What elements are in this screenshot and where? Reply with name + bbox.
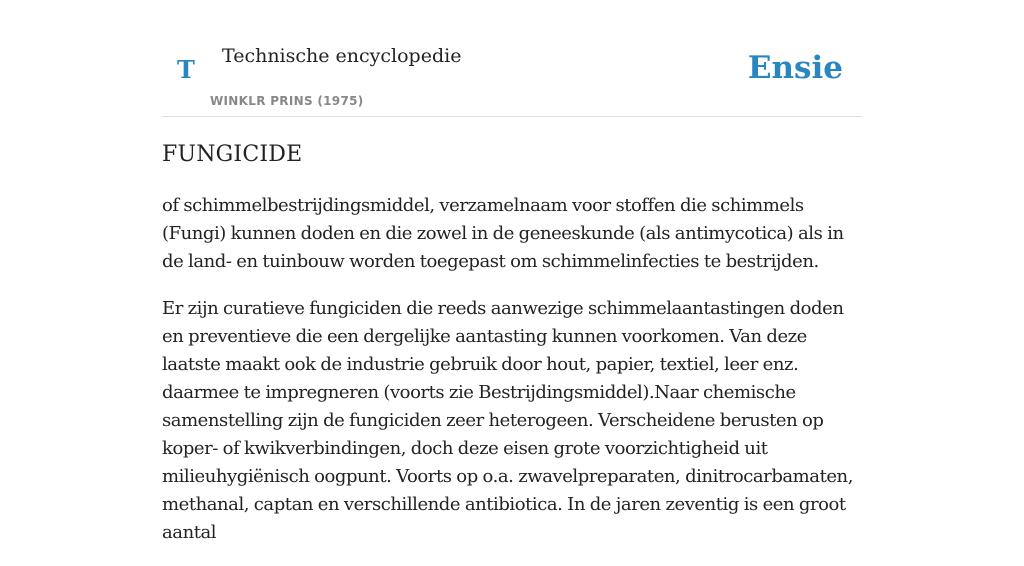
article-headword: FUNGICIDE bbox=[162, 142, 303, 167]
article-body bbox=[162, 192, 862, 566]
article-paragraph: Er zijn curatieve fungiciden die reeds aanwezige schimmelaantastingen doden en preventieve die een dergelijke aantasting kunnen voorkomen. Van deze laatste maakt ook de industrie gebruik door hout, papier, textiel, leer enz. daarmee te impregneren (voorts zie Bestrijdingsmiddel).Naar chemische samenstelling zijn de fungiciden zeer heterogeen. Verscheidene berusten op koper- of kwikverbindingen, doch deze eisen grote voorzichtigheid uit milieuhygiënisch oogpunt. Voorts op o.a. zwavelpreparaten, dinitrocarbamaten, methanal, captan en verschillende antibiotica. In de jaren zeventig is een groot aantal bbox=[162, 298, 853, 543]
book-subtitle: WINKLR PRINS (1975) bbox=[210, 94, 364, 108]
book-logo-icon[interactable]: T bbox=[177, 55, 195, 84]
article-paragraph: of schimmelbestrijdingsmiddel, verzamelnaam voor stoffen die schimmels (Fungi) kunnen doden en die zowel in de geneeskunde (als antimycotica) als in de land- en tuinbouw worden toegepast om schimmelinfecties te bestrijden. bbox=[162, 195, 844, 272]
book-header bbox=[162, 0, 862, 117]
ensie-logo[interactable]: Ensie bbox=[747, 50, 843, 86]
book-title-link[interactable]: Technische encyclopedie bbox=[222, 45, 462, 67]
